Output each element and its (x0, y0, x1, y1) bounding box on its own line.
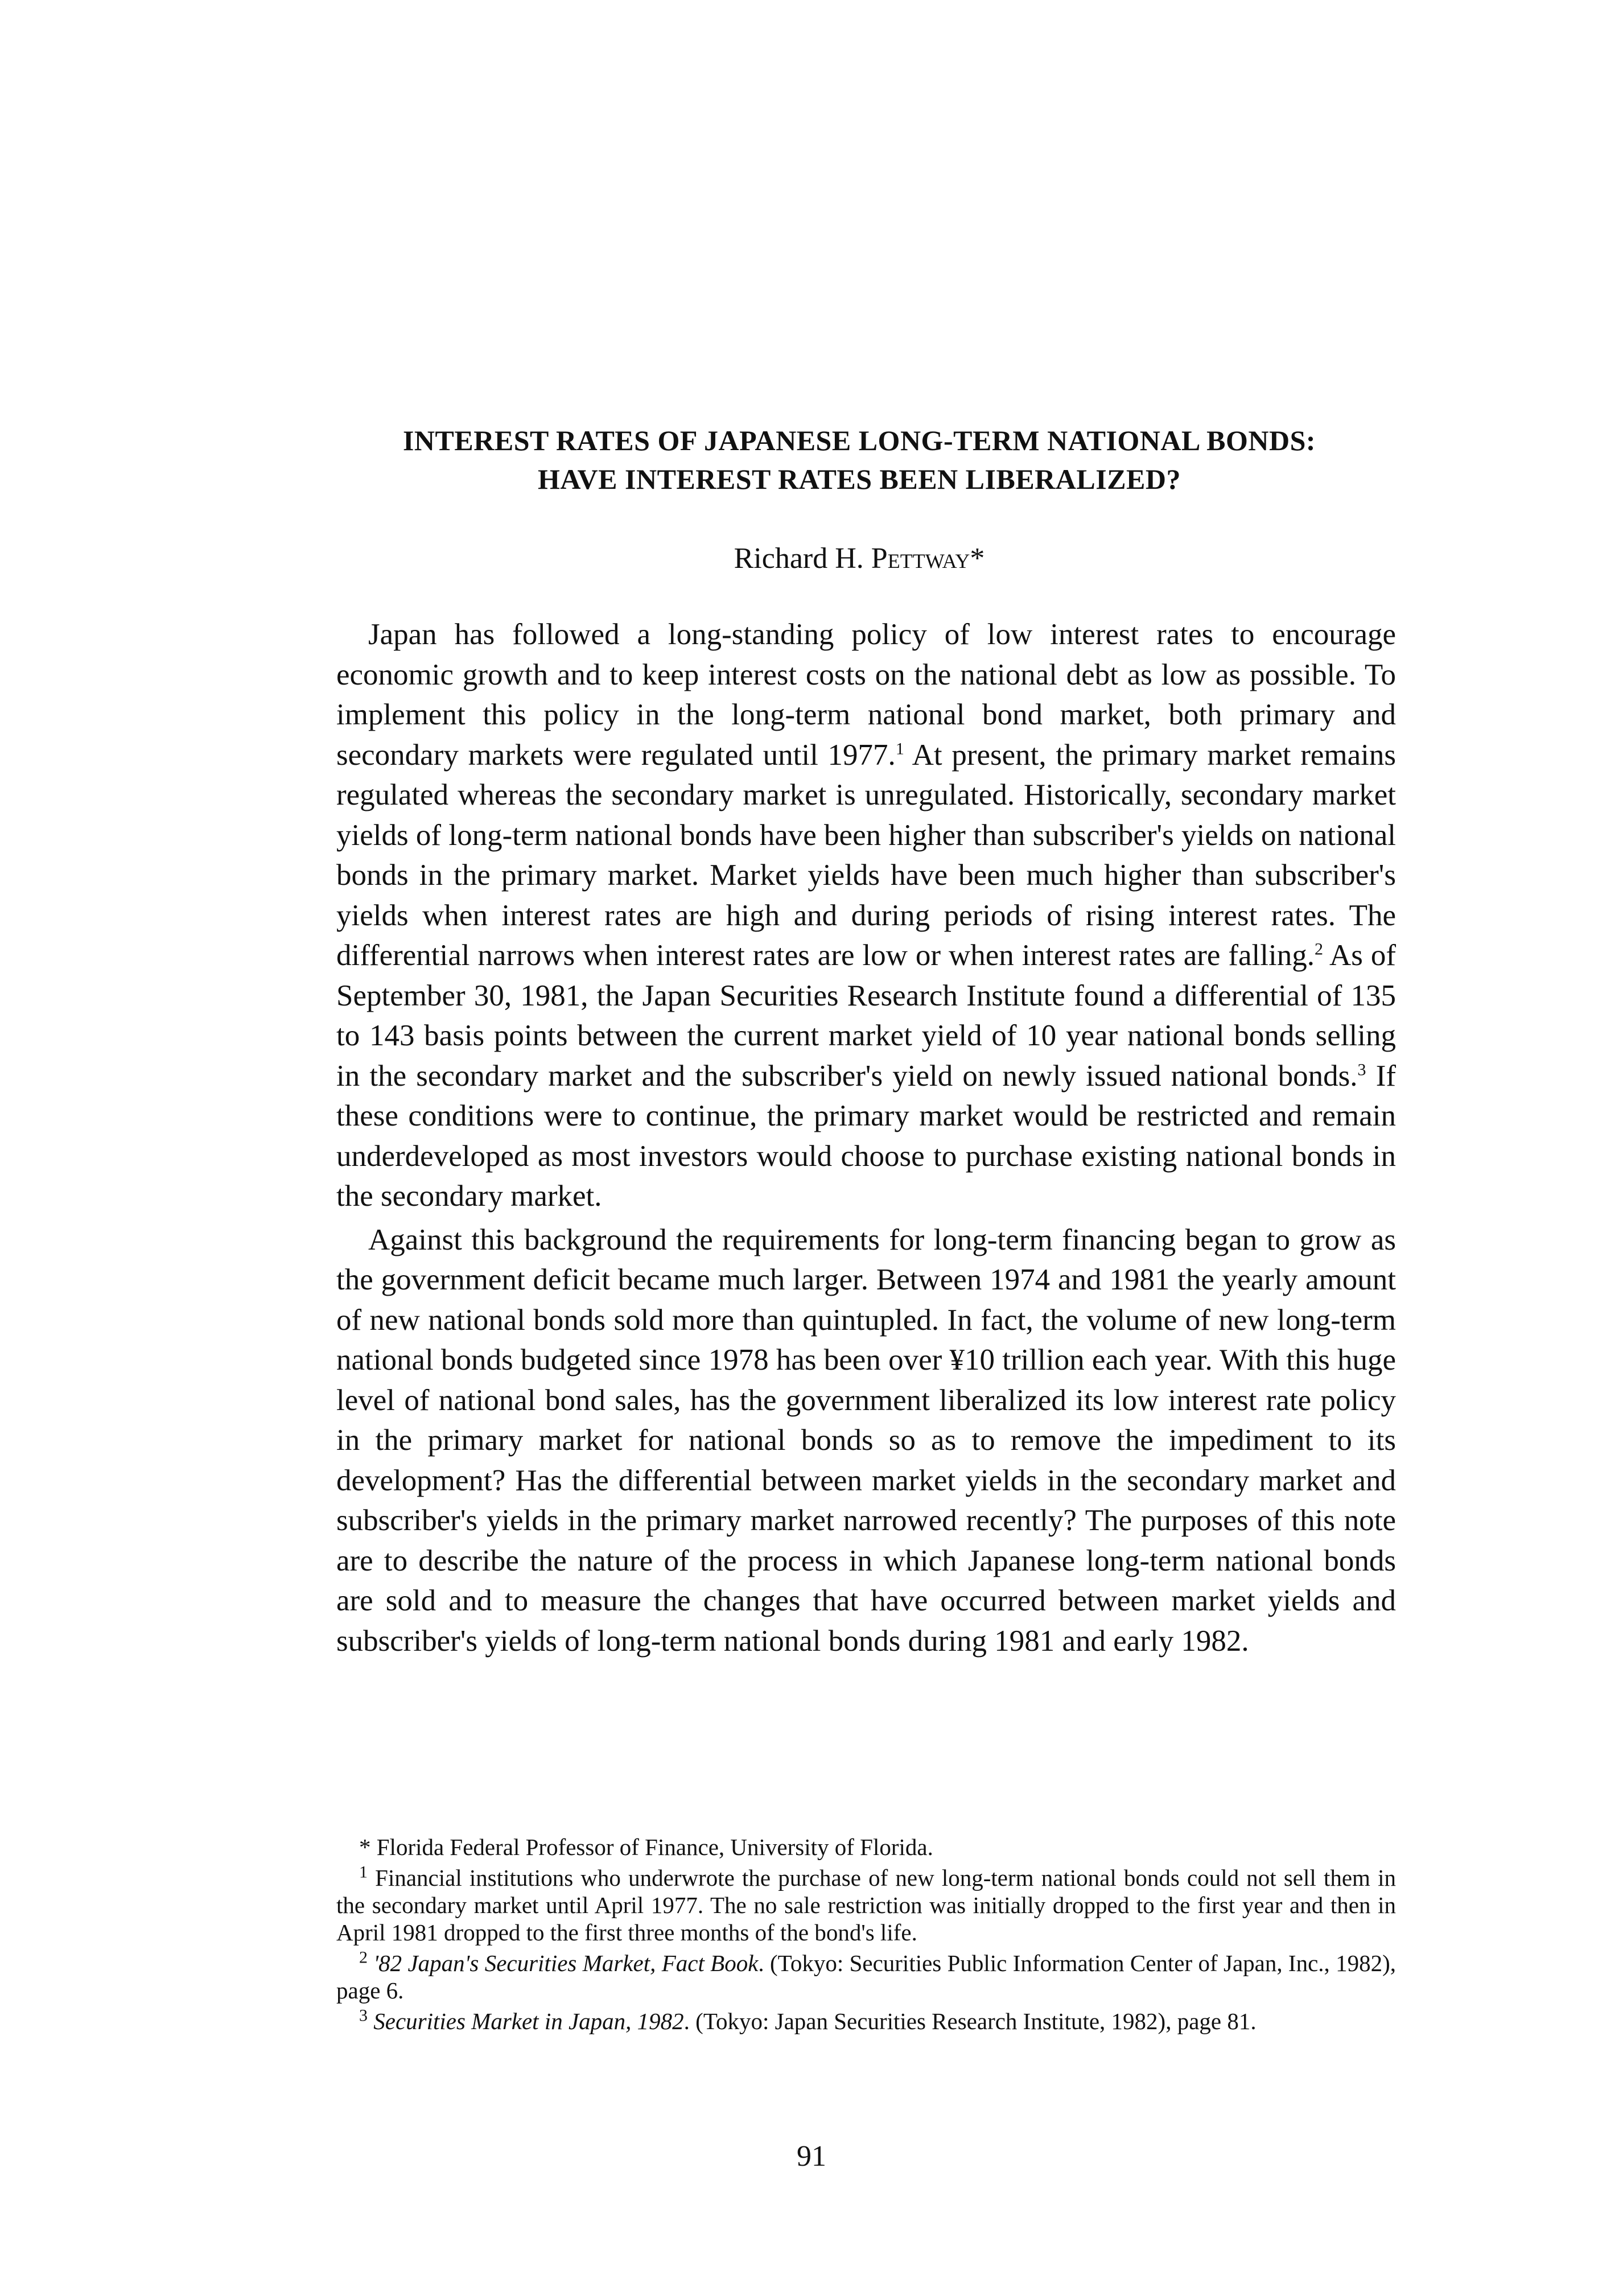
title-line-1: INTEREST RATES OF JAPANESE LONG-TERM NATIONAL BONDS: (402, 424, 1316, 456)
paragraph-1-text-c: As of September 30, 1981, the Japan Securities Research Institute found a differential of 135 to 143 basis points between the current market yield of 10 year national bonds selling in the secondary market and the subscriber's yield on newly issued national bonds. (336, 939, 1396, 1093)
footnote-text: Financial institutions who underwrote the purchase of new long-term national bonds could not sell them in the secondary market until April 1977. The no sale restriction was initially dropped to the first year and then in April 1981 dropped to the first three months of the bond's life. (336, 1865, 1396, 1945)
paragraph-1 (336, 615, 1396, 1217)
footnote-citation-title: '82 Japan's Securities Market, Fact Book (368, 1950, 759, 1976)
footnote-text: . (Tokyo: Securities Public Information Center of Japan, Inc., 1982), page 6. (336, 1950, 1397, 2004)
footnote-1 (336, 1864, 1396, 1946)
paragraph-1-text-d: If these conditions were to continue, the primary market would be restricted and remain underdeveloped as most investors would choose to purchase existing national bonds in the secondary market. (336, 1059, 1396, 1213)
author-first-name: Richard H. (734, 542, 871, 575)
footnote-ref-1: 1 (895, 739, 904, 758)
author-last-name: Pettway (871, 542, 970, 575)
footnote-author (336, 1833, 1396, 1861)
footnote-mark: 3 (359, 2006, 368, 2025)
article-title (319, 421, 1400, 498)
footnote-mark: 2 (359, 1948, 368, 1967)
footnote-mark: * (359, 1834, 371, 1860)
footnote-citation-title: Securities Market in Japan, 1982 (368, 2008, 684, 2034)
paragraph-1-text-a: Japan has followed a long-standing policy of low interest rates to encourage economic growth and to keep interest costs on the national debt as low as possible. To implement this policy in the long-term national bond market, both primary and secondary markets were regulated until 1977. (336, 618, 1396, 772)
article-body (336, 615, 1396, 1661)
footnote-text: . (Tokyo: Japan Securities Research Institute, 1982), page 81. (683, 2008, 1257, 2034)
paragraph-2: Against this background the requirements for long-term financing began to grow as the government deficit became much larger. Between 1974 and 1981 the yearly amount of new national bonds sold more than quintupled. In fact, the volume of new long-term national bonds budgeted since 1978 has been over ¥10 trillion each year. With this huge level of national bond sales, has the government liberalized its low interest rate policy in the primary market for national bonds so as to remove the impediment to its development? Has the differential between market yields in the secondary market and subscriber's yields in the primary market narrowed recently? The purposes of this note are to describe the nature of the process in which Japanese long-term national bonds are sold and to measure the changes that have occurred between market yields and subscriber's yields of long-term national bonds during 1981 and early 1982. (336, 1223, 1396, 1658)
footnote-ref-2: 2 (1314, 939, 1323, 959)
footnotes (336, 1833, 1396, 2038)
footnote-2 (336, 1949, 1396, 2004)
footnote-text: Florida Federal Professor of Finance, University of Florida. (370, 1834, 933, 1860)
paragraph-1-text-b: At present, the primary market remains regulated whereas the secondary market is unregulated. Historically, secondary market yields of long-term national bonds have been higher than subscriber's yields on national bonds in the primary market. Market yields have been much higher than subscriber's yields when interest rates are high and during periods of rising interest rates. The differential narrows when interest rates are low or when interest rates are falling. (336, 738, 1396, 972)
title-line-2: HAVE INTEREST RATES BEEN LIBERALIZED? (538, 463, 1181, 495)
footnote-3 (336, 2008, 1396, 2035)
footnote-mark: 1 (359, 1862, 368, 1882)
page-number: 91 (797, 2140, 826, 2173)
author-footnote-mark: * (970, 542, 985, 575)
author-byline (319, 539, 1400, 578)
footnote-ref-3: 3 (1357, 1060, 1366, 1079)
